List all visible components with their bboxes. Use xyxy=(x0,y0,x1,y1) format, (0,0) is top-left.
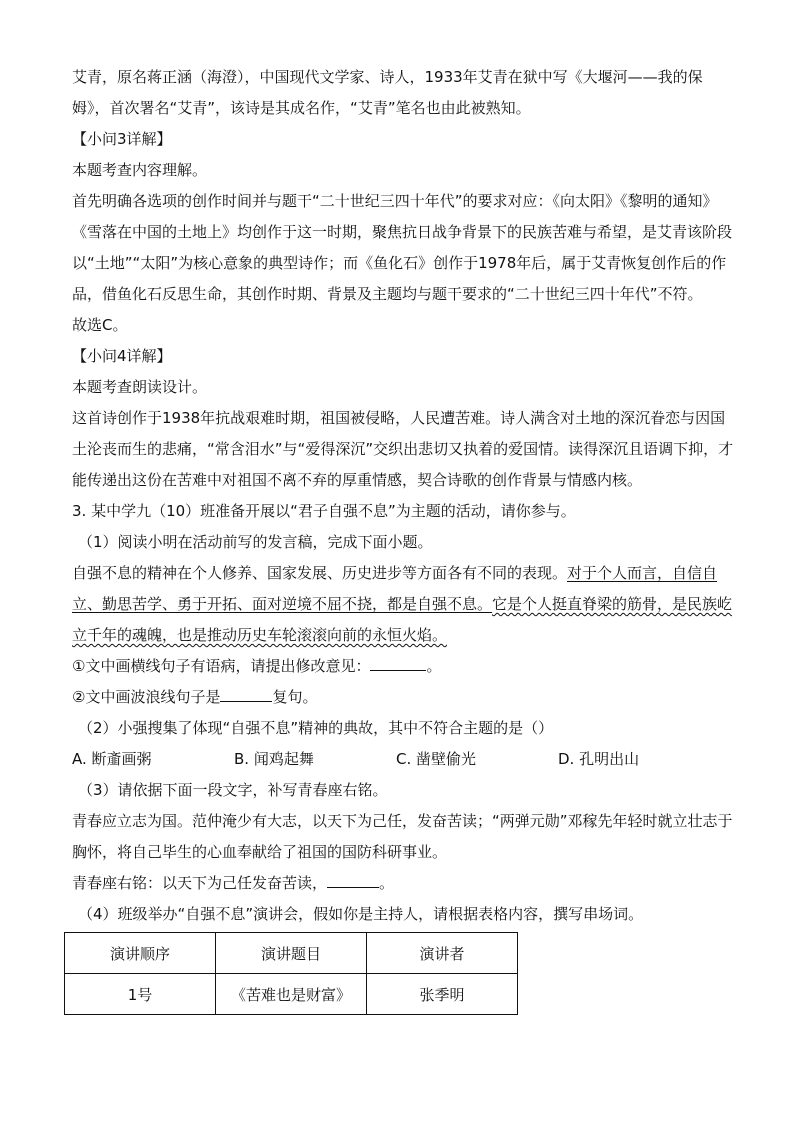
option-b[interactable]: B. 闻鸡起舞 xyxy=(234,750,314,768)
question-3-1b-text: ②文中画波浪线句子是 xyxy=(72,688,221,706)
option-c[interactable]: C. 凿壁偷光 xyxy=(396,750,477,768)
question-3-sub4: （4）班级举办“自强不息”演讲会，假如你是主持人，请根据表格内容，撰写串场词。 xyxy=(78,905,644,923)
passage-underlined-sentence: 对于个人而言，自信自立、勤思苦学、勇于开拓、面对逆境不屈不挠，都是自强不息。 xyxy=(72,564,718,613)
table-cell: 1号 xyxy=(65,974,216,1015)
table-cell: 张季明 xyxy=(367,974,518,1015)
question-3-1a xyxy=(72,651,734,682)
question-3-1b-end: 复句。 xyxy=(272,688,318,706)
answer-blank[interactable] xyxy=(370,656,426,671)
question-3-1b xyxy=(72,682,734,713)
youth-motto-text: 青春座右铭：以天下为己任发奋苦读， xyxy=(72,874,328,892)
option-d[interactable]: D. 孔明出山 xyxy=(558,750,640,768)
heading-q4-explanation: 【小问4详解】 xyxy=(72,347,172,365)
youth-motto xyxy=(72,868,734,899)
question-3-sub3: （3）请依据下面一段文字，补写青春座右铭。 xyxy=(78,781,388,799)
question-3-1a-text: ①文中画横线句子有语病，请提出修改意见： xyxy=(72,657,371,675)
heading-q3-explanation: 【小问3详解】 xyxy=(72,130,172,148)
question-3-sub2: （2）小强搜集了体现“自强不息”精神的典故，其中不符合主题的是（） xyxy=(78,719,554,737)
answer-blank[interactable] xyxy=(327,873,379,888)
answer-choice: 故选C。 xyxy=(72,316,128,334)
answer-paragraph-poet-bio: 艾青，原名蒋正涵（海澄），中国现代文学家、诗人，1933年艾青在狱中写《大堰河——我的保姆》，首次署名“艾青”，该诗是其成名作，“艾青”笔名也由此被熟知。 xyxy=(72,68,703,117)
table-header: 演讲题目 xyxy=(216,933,367,974)
question-3-1a-end: 。 xyxy=(426,657,442,675)
answer-paragraph-reading-analysis: 这首诗创作于1938年抗战艰难时期，祖国被侵略，人民遭苦难。诗人满含对土地的深沉眷恋与因国土沦丧而生的悲痛，“常含泪水”与“爱得深沉”交织出悲切又执着的爱国情。读得深沉且语调下抑，才能传递出这份在苦难中对祖国不离不弃的厚重情感，契合诗歌的创作背景与情感内核。 xyxy=(72,409,734,489)
table-header: 演讲者 xyxy=(367,933,518,974)
question-3-sub3-text: 青春应立志为国。范仲淹少有大志，以天下为己任，发奋苦读；“两弹元勋”邓稼先年轻时就立壮志于胸怀，将自己毕生的心血奉献给了祖国的国防科研事业。 xyxy=(72,812,733,861)
option-a[interactable]: A. 断齑画粥 xyxy=(72,750,152,768)
answer-paragraph-reading: 本题考查朗读设计。 xyxy=(72,378,208,396)
passage-wavy-sentence: 它是个人挺直脊梁的筋骨，是民族屹立千年的魂魄，也是推动历史车轮滚滚向前的永恒火焰。 xyxy=(72,595,733,644)
question-3-sub1: （1）阅读小明在活动前写的发言稿，完成下面小题。 xyxy=(78,533,433,551)
answer-paragraph-topic: 本题考查内容理解。 xyxy=(72,161,208,179)
table-header-row xyxy=(65,933,518,974)
speech-table xyxy=(64,932,518,1015)
passage-plain-sentence: 自强不息的精神在个人修养、国家发展、历史进步等方面各有不同的表现。 xyxy=(72,564,568,582)
speech-passage xyxy=(72,558,734,651)
table-cell: 《苦难也是财富》 xyxy=(216,974,367,1015)
options-row xyxy=(72,744,734,775)
answer-paragraph-analysis: 首先明确各选项的创作时间并与题干“二十世纪三四十年代”的要求对应：《向太阳》《黎明的通知》《雪落在中国的土地上》均创作于这一时期，聚焦抗日战争背景下的民族苦难与希望，是艾青该阶段以“土地”“太阳”为核心意象的典型诗作；而《鱼化石》创作于1978年后，属于艾青恢复创作后的作品，借鱼化石反思生命，其创作时期、背景及主题均与题干要求的“二十世纪三四十年代”不符。 xyxy=(72,192,733,303)
answer-blank[interactable] xyxy=(220,687,272,702)
table-row xyxy=(65,974,518,1015)
youth-motto-end: 。 xyxy=(379,874,395,892)
question-3-stem: 3. 某中学九（10）班准备开展以“君子自强不息”为主题的活动，请你参与。 xyxy=(72,502,576,520)
table-header: 演讲顺序 xyxy=(65,933,216,974)
